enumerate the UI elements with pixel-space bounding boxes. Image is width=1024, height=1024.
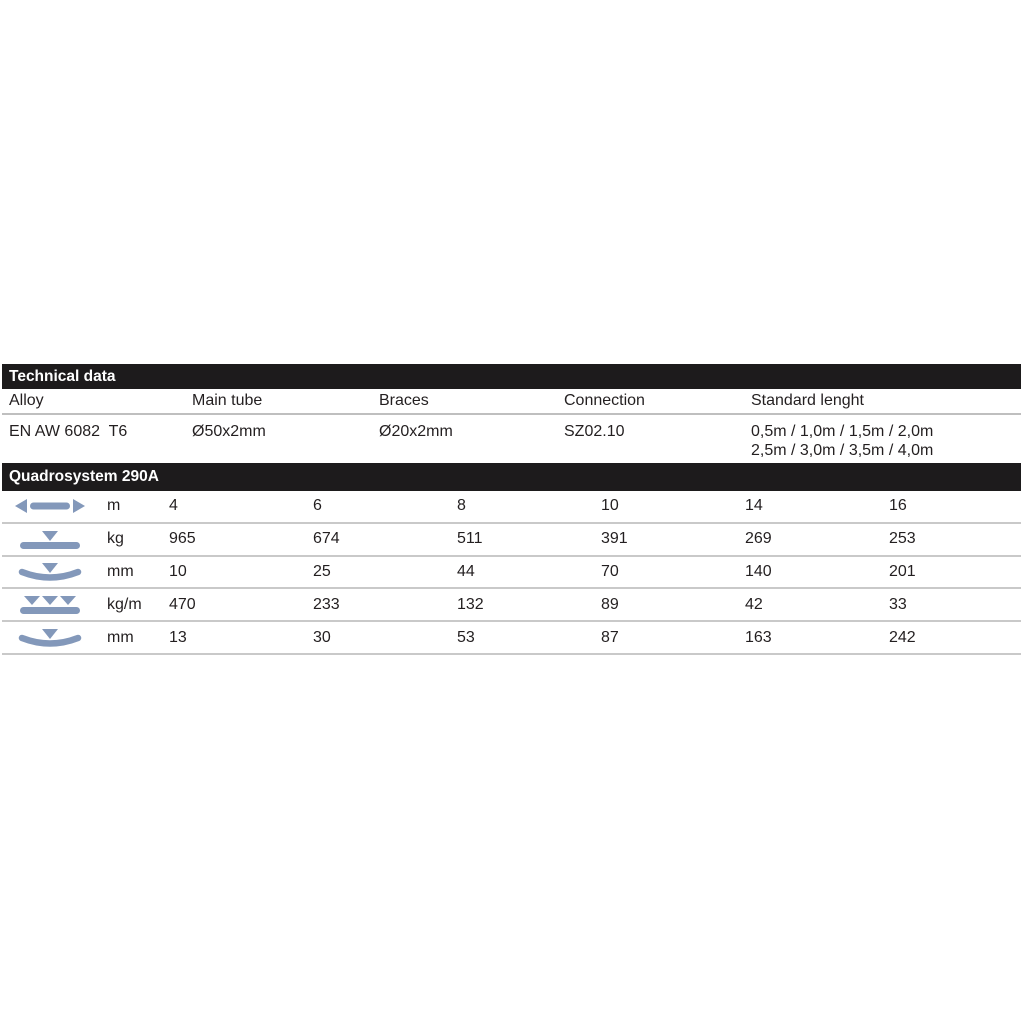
data-cell: 33 bbox=[889, 595, 907, 613]
deflection-icon bbox=[2, 561, 98, 583]
tech-col-main-tube: Main tube bbox=[192, 392, 263, 409]
data-cell: 42 bbox=[745, 595, 763, 613]
unit-label: mm bbox=[107, 628, 134, 646]
technical-data-bar bbox=[2, 364, 1021, 389]
data-cell: 10 bbox=[601, 497, 619, 515]
tech-braces-value: Ø20x2mm bbox=[379, 423, 453, 440]
data-cell: 242 bbox=[889, 628, 916, 646]
data-cell: 8 bbox=[457, 497, 466, 515]
data-cell: 511 bbox=[457, 530, 483, 548]
unit-label: mm bbox=[107, 562, 134, 580]
data-cell: 269 bbox=[745, 530, 772, 548]
data-cell: 44 bbox=[457, 562, 475, 580]
unit-label: kg bbox=[107, 530, 124, 548]
data-cell: 87 bbox=[601, 628, 619, 646]
point-load-icon bbox=[2, 528, 98, 550]
tech-main-tube-value: Ø50x2mm bbox=[192, 423, 266, 440]
uniform-load-icon bbox=[2, 594, 98, 616]
data-cell: 253 bbox=[889, 530, 916, 548]
tech-col-connection: Connection bbox=[564, 392, 645, 409]
data-cell: 6 bbox=[313, 497, 322, 515]
data-cell: 70 bbox=[601, 562, 619, 580]
data-cell: 201 bbox=[889, 562, 916, 580]
truss-datasheet bbox=[2, 364, 1021, 655]
tech-col-standard-length: Standard lenght bbox=[751, 392, 864, 409]
data-cell: 13 bbox=[169, 628, 187, 646]
unit-label: m bbox=[107, 497, 121, 515]
tech-col-alloy: Alloy bbox=[9, 392, 44, 409]
span-arrows-icon bbox=[2, 498, 98, 514]
table-row-uniform-load bbox=[2, 589, 1021, 622]
table-row-deflection-point bbox=[2, 557, 1021, 590]
data-cell: 10 bbox=[169, 562, 187, 580]
data-cell: 233 bbox=[313, 595, 340, 613]
tech-header-row bbox=[2, 389, 1021, 415]
data-cell: 140 bbox=[745, 562, 772, 580]
standard-length-line-2: 2,5m / 3,0m / 3,5m / 4,0m bbox=[751, 442, 934, 459]
table-row-point-load bbox=[2, 524, 1021, 557]
data-cell: 14 bbox=[745, 497, 763, 515]
tech-col-braces: Braces bbox=[379, 392, 429, 409]
deflection-icon bbox=[2, 627, 98, 649]
data-cell: 89 bbox=[601, 595, 619, 613]
data-cell: 163 bbox=[745, 628, 772, 646]
technical-data-title: Technical data bbox=[9, 367, 116, 385]
table-row-deflection-uniform bbox=[2, 622, 1021, 655]
tech-alloy-value: EN AW 6082 T6 bbox=[9, 423, 128, 440]
tech-spec-row bbox=[2, 415, 1021, 463]
data-cell: 391 bbox=[601, 530, 628, 548]
data-cell: 674 bbox=[313, 530, 340, 548]
data-cell: 25 bbox=[313, 562, 331, 580]
data-cell: 53 bbox=[457, 628, 475, 646]
tech-standard-length-value bbox=[751, 422, 1021, 463]
data-cell: 4 bbox=[169, 497, 178, 515]
product-title: Quadrosystem 290A bbox=[9, 468, 159, 485]
data-cell: 470 bbox=[169, 595, 196, 613]
tech-connection-value: SZ02.10 bbox=[564, 423, 625, 440]
data-cell: 30 bbox=[313, 628, 331, 646]
data-cell: 132 bbox=[457, 595, 484, 613]
standard-length-line-1: 0,5m / 1,0m / 1,5m / 2,0m bbox=[751, 423, 934, 440]
table-row-span bbox=[2, 491, 1021, 524]
data-cell: 965 bbox=[169, 530, 196, 548]
unit-label: kg/m bbox=[107, 595, 142, 613]
product-title-bar bbox=[2, 463, 1021, 491]
data-cell: 16 bbox=[889, 497, 907, 515]
